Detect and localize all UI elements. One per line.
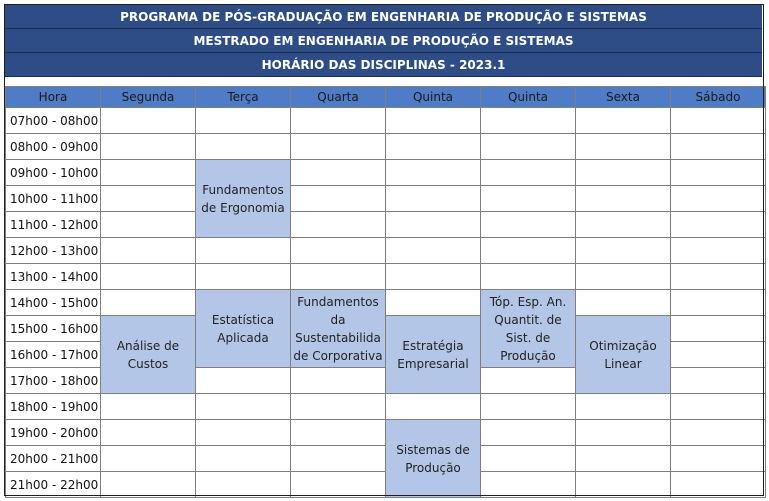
empty-cell (671, 420, 766, 446)
empty-cell (101, 420, 196, 446)
table-row (6, 420, 766, 446)
table-row (6, 160, 766, 186)
hour-cell: 21h00 - 22h00 (6, 472, 101, 498)
empty-cell (386, 134, 481, 160)
empty-cell (481, 186, 576, 212)
hour-cell: 10h00 - 11h00 (6, 186, 101, 212)
empty-cell (101, 264, 196, 290)
hour-cell: 11h00 - 12h00 (6, 212, 101, 238)
empty-cell (576, 420, 671, 446)
empty-cell (386, 160, 481, 186)
empty-cell (481, 368, 576, 394)
course-title: MESTRADO EM ENGENHARIA DE PRODUÇÃO E SISTEMAS (5, 29, 762, 53)
empty-cell (291, 186, 386, 212)
empty-cell (101, 134, 196, 160)
empty-cell (576, 394, 671, 420)
table-row (6, 316, 766, 342)
empty-cell (101, 446, 196, 472)
table-row (6, 290, 766, 316)
col-sexta: Sexta (576, 87, 671, 108)
empty-cell (576, 446, 671, 472)
empty-cell (481, 446, 576, 472)
empty-cell (101, 186, 196, 212)
empty-cell (671, 134, 766, 160)
empty-cell (671, 186, 766, 212)
empty-cell (291, 238, 386, 264)
empty-cell (671, 238, 766, 264)
empty-cell (576, 212, 671, 238)
empty-cell (101, 394, 196, 420)
empty-cell (481, 394, 576, 420)
title-block (5, 5, 765, 77)
course-fundamentos-ergonomia: Fundamentos de Ergonomia (196, 160, 291, 238)
empty-cell (576, 108, 671, 134)
empty-cell (291, 472, 386, 498)
col-segunda: Segunda (101, 87, 196, 108)
empty-cell (291, 108, 386, 134)
empty-cell (101, 290, 196, 316)
program-title: PROGRAMA DE PÓS-GRADUAÇÃO EM ENGENHARIA DE PRODUÇÃO E SISTEMAS (5, 5, 762, 29)
empty-cell (291, 446, 386, 472)
table-row (6, 186, 766, 212)
empty-cell (671, 342, 766, 368)
empty-cell (196, 368, 291, 394)
hour-cell: 08h00 - 09h00 (6, 134, 101, 160)
empty-cell (291, 394, 386, 420)
column-header-row (6, 87, 766, 108)
col-hora: Hora (6, 87, 101, 108)
table-row (6, 238, 766, 264)
empty-cell (196, 394, 291, 420)
hour-cell: 12h00 - 13h00 (6, 238, 101, 264)
empty-cell (291, 368, 386, 394)
empty-cell (291, 134, 386, 160)
empty-cell (481, 212, 576, 238)
empty-cell (481, 420, 576, 446)
table-row (6, 394, 766, 420)
empty-cell (481, 108, 576, 134)
empty-cell (481, 264, 576, 290)
empty-cell (386, 212, 481, 238)
empty-cell (481, 238, 576, 264)
empty-cell (291, 160, 386, 186)
col-quinta: Quinta (386, 87, 481, 108)
table-row (6, 108, 766, 134)
empty-cell (386, 186, 481, 212)
table-row (6, 212, 766, 238)
empty-cell (386, 238, 481, 264)
empty-cell (671, 212, 766, 238)
course-topicos-especiais: Tóp. Esp. An. Quantit. de Sist. de Produção (481, 290, 576, 368)
course-estatistica-aplicada: Estatística Aplicada (196, 290, 291, 368)
empty-cell (196, 238, 291, 264)
empty-cell (671, 446, 766, 472)
empty-cell (196, 420, 291, 446)
empty-cell (386, 108, 481, 134)
table-row (6, 264, 766, 290)
course-analise-custos: Análise de Custos (101, 316, 196, 394)
schedule-title: HORÁRIO DAS DISCIPLINAS - 2023.1 (5, 53, 762, 77)
empty-cell (671, 290, 766, 316)
empty-cell (576, 238, 671, 264)
empty-cell (196, 472, 291, 498)
empty-cell (481, 134, 576, 160)
schedule-table (5, 86, 766, 498)
empty-cell (671, 368, 766, 394)
empty-cell (101, 238, 196, 264)
course-sistemas-producao: Sistemas de Produção (386, 420, 481, 498)
empty-cell (386, 290, 481, 316)
hour-cell: 07h00 - 08h00 (6, 108, 101, 134)
empty-cell (196, 108, 291, 134)
hour-cell: 15h00 - 16h00 (6, 316, 101, 342)
hour-cell: 16h00 - 17h00 (6, 342, 101, 368)
empty-cell (101, 108, 196, 134)
col-terca: Terça (196, 87, 291, 108)
course-estrategia-empresarial: Estratégia Empresarial (386, 316, 481, 394)
empty-cell (671, 160, 766, 186)
col-quinta-2: Quinta (481, 87, 576, 108)
empty-cell (101, 472, 196, 498)
hour-cell: 14h00 - 15h00 (6, 290, 101, 316)
table-row (6, 134, 766, 160)
empty-cell (101, 212, 196, 238)
empty-cell (196, 446, 291, 472)
empty-cell (671, 316, 766, 342)
course-fundamentos-sustentabilidade: Fundamentos da Sustentabilida de Corporativa (291, 290, 386, 368)
empty-cell (481, 160, 576, 186)
empty-cell (576, 290, 671, 316)
empty-cell (671, 472, 766, 498)
col-sabado: Sábado (671, 87, 766, 108)
empty-cell (291, 264, 386, 290)
empty-cell (576, 186, 671, 212)
empty-cell (576, 160, 671, 186)
hour-cell: 19h00 - 20h00 (6, 420, 101, 446)
empty-cell (576, 472, 671, 498)
empty-cell (671, 108, 766, 134)
empty-cell (386, 394, 481, 420)
empty-cell (576, 264, 671, 290)
empty-cell (196, 134, 291, 160)
empty-cell (291, 420, 386, 446)
empty-cell (101, 160, 196, 186)
hour-cell: 17h00 - 18h00 (6, 368, 101, 394)
empty-cell (671, 394, 766, 420)
empty-cell (481, 472, 576, 498)
col-quarta: Quarta (291, 87, 386, 108)
hour-cell: 09h00 - 10h00 (6, 160, 101, 186)
hour-cell: 20h00 - 21h00 (6, 446, 101, 472)
empty-cell (386, 264, 481, 290)
empty-cell (291, 212, 386, 238)
empty-cell (576, 134, 671, 160)
hour-cell: 13h00 - 14h00 (6, 264, 101, 290)
empty-cell (196, 264, 291, 290)
course-otimizacao-linear: Otimização Linear (576, 316, 671, 394)
empty-cell (671, 264, 766, 290)
hour-cell: 18h00 - 19h00 (6, 394, 101, 420)
